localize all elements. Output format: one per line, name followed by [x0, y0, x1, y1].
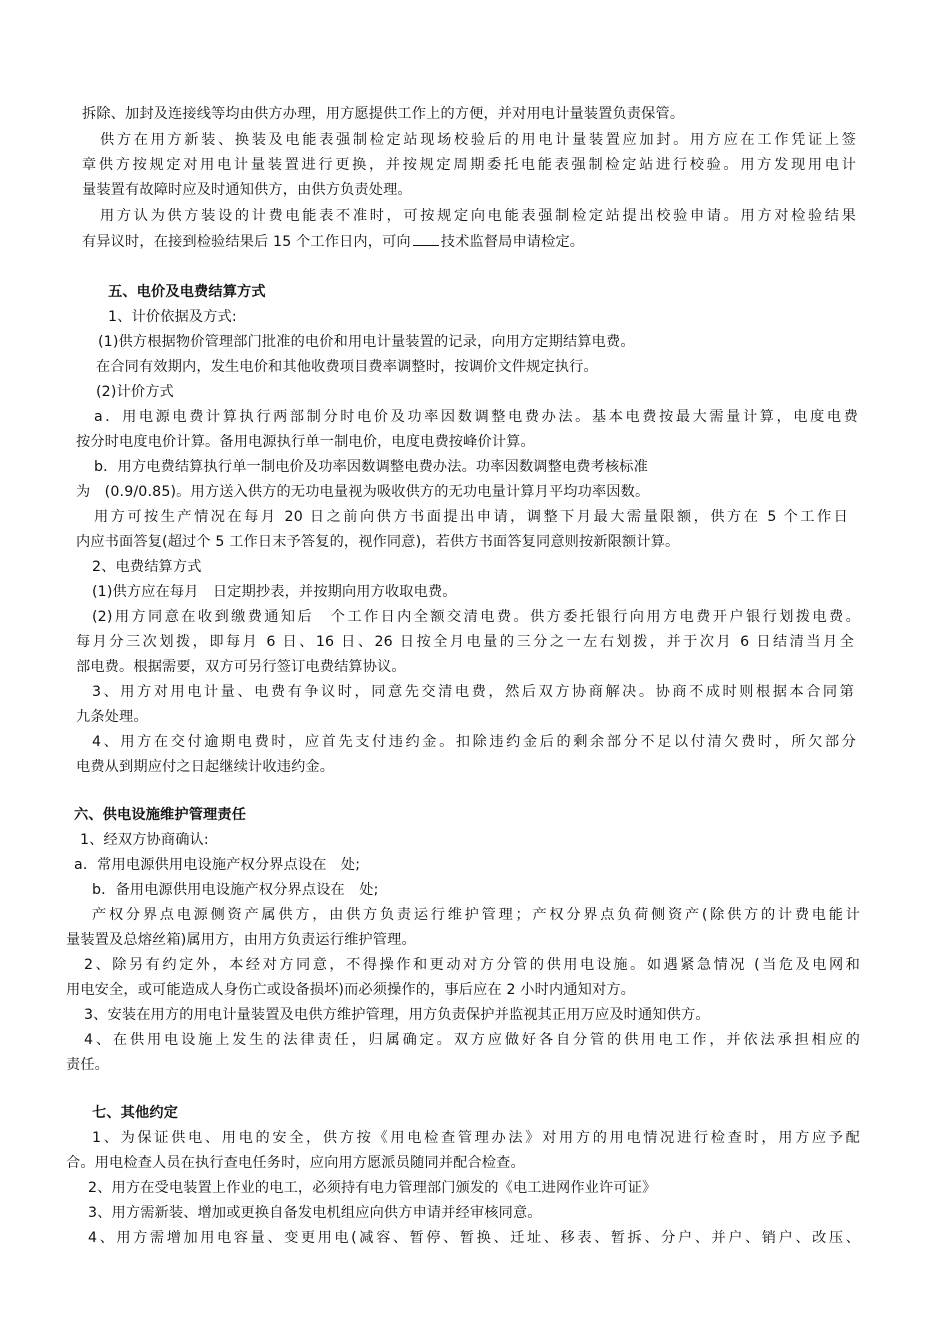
paragraph-line: 用方可按生产情况在每月 20 日之前向供方书面提出申请，调整下月最大需量限额，供方在 5 个工作日 [94, 509, 848, 525]
paragraph-line: 按分时电度电价计算。备用电源执行单一制电价，电度电费按峰价计算。 [76, 434, 535, 450]
paragraph-line: 3、用方需新装、增加或更换自备发电机组应向供方申请并经审核同意。 [88, 1205, 542, 1221]
paragraph-line: 九条处理。 [76, 709, 148, 725]
paragraph-line: 责任。 [66, 1057, 110, 1073]
paragraph-line: 量装置有故障时应及时通知供方，由供方负责处理。 [82, 182, 412, 198]
paragraph-line: 量装置及总熔丝箱)属用方，由用方负责运行维护管理。 [66, 932, 416, 948]
paragraph-line: 2、用方在受电装置上作业的电工，必须持有电力管理部门颁发的《电工进网作业许可证》 [88, 1180, 657, 1196]
paragraph-line: 4、用方需增加用电容量、变更用电(减容、暂停、暂换、迁址、移表、暂拆、分户、并户、销户、改压、 [88, 1230, 860, 1246]
paragraph-line [82, 231, 584, 252]
paragraph-line: (2)计价方式 [96, 384, 174, 400]
section-heading: 六、供电设施维护管理责任 [74, 807, 247, 823]
paragraph-line: 供方在用方新装、换装及电能表强制检定站现场校验后的用电计量装置应加封。用方应在工作凭证上签 [100, 132, 856, 148]
paragraph-line: (1)供方根据物价管理部门批准的电价和用电计量装置的记录，向用方定期结算电费。 [98, 334, 635, 350]
fill-in-blank [413, 231, 439, 246]
paragraph-line: b．备用电源供用电设施产权分界点设在 处; [92, 882, 379, 898]
paragraph-line: 2、电费结算方式 [92, 559, 202, 575]
paragraph-line: 1、计价依据及方式: [108, 309, 237, 325]
paragraph-line: 3、用方对用电计量、电费有争议时，同意先交清电费，然后双方协商解决。协商不成时则根据本合同第 [92, 684, 854, 700]
paragraph-line: 部电费。根据需要，双方可另行签订电费结算协议。 [76, 659, 406, 675]
paragraph-line: a．用电源电费计算执行两部制分时电价及功率因数调整电费办法。基本电费按最大需量计算，电度电费 [94, 409, 858, 425]
line-text: 有异议时，在接到检验结果后 15 个工作日内，可向 [82, 234, 411, 250]
paragraph-line: 1、经双方协商确认: [80, 832, 209, 848]
paragraph-line: 用电安全，或可能造成人身伤亡或设备损坏)而必须操作的，事后应在 2 小时内通知对方。 [66, 982, 636, 998]
paragraph-line: 章供方按规定对用电计量装置进行更换，并按规定周期委托电能表强制检定站进行校验。用方发现用电计 [82, 157, 856, 173]
paragraph-line: 产权分界点电源侧资产属供方，由供方负责运行维护管理；产权分界点负荷侧资产(除供方的计费电能计 [92, 907, 860, 923]
paragraph-line: 合。用电检查人员在执行查电任务时，应向用方愿派员随同并配合检查。 [66, 1155, 525, 1171]
paragraph-line: 每月分三次划拨，即每月 6 日、16 日、26 日按全月电量的三分之一左右划拨，并于次月 6 日结清当月全 [76, 634, 854, 650]
paragraph-line: 内应书面答复(超过个 5 工作日末予答复的，视作同意)，若供方书面答复同意则按新限额计算。 [76, 534, 680, 550]
paragraph-line: 用方认为供方装设的计费电能表不准时，可按规定向电能表强制检定站提出校验申请。用方对检验结果 [100, 208, 856, 224]
paragraph-line: (2)用方同意在收到缴费通知后 个工作日内全额交清电费。供方委托银行向用方电费开户银行划拨电费。 [92, 609, 860, 625]
paragraph-line: 在合同有效期内，发生电价和其他收费项目费率调整时，按调价文件规定执行。 [96, 359, 598, 375]
paragraph-line: (1)供方应在每月 日定期抄表，并按期向用方收取电费。 [92, 584, 457, 600]
paragraph-line: a．常用电源供用电设施产权分界点设在 处; [74, 857, 361, 873]
paragraph-line: 4、用方在交付逾期电费时，应首先支付违约金。扣除违约金后的剩余部分不足以付清欠费时，所欠部分 [92, 734, 856, 750]
paragraph-line: 1、为保证供电、用电的安全，供方按《用电检查管理办法》对用方的用电情况进行检查时，用方应予配 [92, 1130, 860, 1146]
section-heading: 七、其他约定 [92, 1105, 179, 1121]
paragraph-line: 为 (0.9/0.85)。用方送入供方的无功电量视为吸收供方的无功电量计算月平均功率因数。 [76, 484, 650, 500]
paragraph-line: 4、在供用电设施上发生的法律责任，归属确定。双方应做好各自分管的供用电工作，并依法承担相应的 [84, 1032, 860, 1048]
paragraph-line: 3、安装在用方的用电计量装置及电供方维护管理，用方负责保护并监视其正用万应及时通知供方。 [84, 1007, 710, 1023]
paragraph-line: 电费从到期应付之日起继续计收违约金。 [76, 759, 335, 775]
paragraph-line: 2、除另有约定外，本经对方同意，不得操作和更动对方分管的供用电设施。如遇紧急情况 (当危及电网和 [84, 957, 860, 973]
paragraph-line: b．用方电费结算执行单一制电价及功率因数调整电费办法。功率因数调整电费考核标准 [94, 459, 648, 475]
paragraph-line: 拆除、加封及连接线等均由供方办理，用方愿提供工作上的方便，并对用电计量装置负责保管。 [82, 106, 685, 122]
line-text: 技术监督局申请检定。 [440, 234, 585, 250]
section-heading: 五、电价及电费结算方式 [108, 284, 266, 300]
